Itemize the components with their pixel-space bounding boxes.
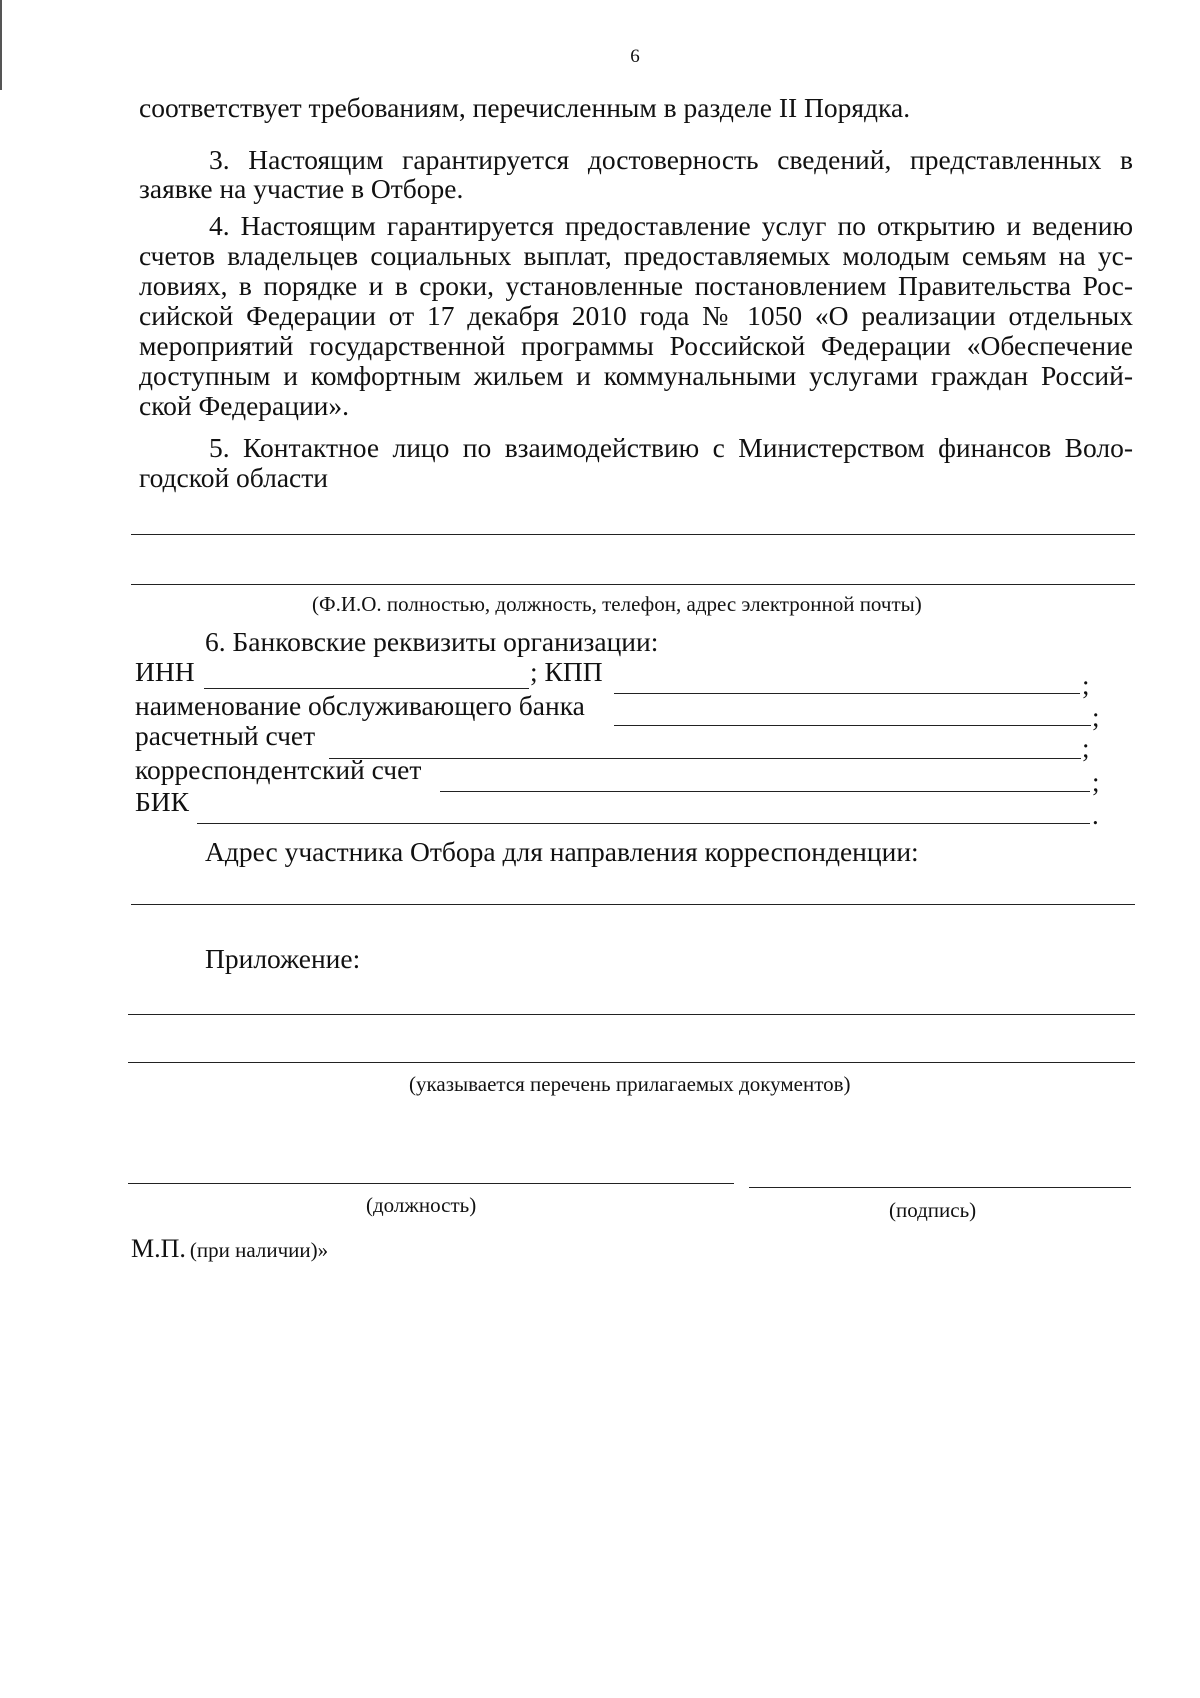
- paragraph-5-line-1: 5. Контактное лицо по взаимодействию с Министерством финансов Воло-: [209, 432, 1133, 463]
- contact-blank-line-1: [131, 534, 1135, 535]
- bank-name-label: наименование обслуживающего банка: [135, 690, 585, 721]
- bik-blank: [197, 823, 1090, 824]
- inn-blank: [204, 688, 529, 689]
- corr-account-blank: [440, 791, 1090, 792]
- page-number: 6: [630, 46, 640, 67]
- address-blank-line: [131, 904, 1135, 905]
- position-blank-line: [128, 1183, 734, 1184]
- attachment-caption: (указывается перечень прилагаемых документов): [409, 1072, 851, 1096]
- paragraph-4-line-2: счетов владельцев социальных выплат, предоставляемых молодым семьям на ус-: [139, 240, 1133, 271]
- corr-account-semicolon: ;: [1092, 767, 1100, 797]
- account-semicolon: ;: [1082, 733, 1090, 763]
- paragraph-4-line-6: доступным и комфортным жильем и коммунальными услугами граждан Россий-: [139, 360, 1133, 391]
- bik-label: БИК: [135, 786, 189, 817]
- signature-caption: (подпись): [889, 1198, 977, 1222]
- kpp-label: ; КПП: [530, 656, 603, 687]
- paragraph-4-line-3: ловиях, в порядке и в сроки, установленные постановлением Правительства Рос-: [139, 270, 1133, 301]
- attachment-blank-line-2: [128, 1062, 1135, 1063]
- paragraph-3-line-2: заявке на участие в Отборе.: [139, 173, 464, 204]
- bank-name-blank: [614, 725, 1091, 726]
- signature-blank-line: [749, 1187, 1131, 1188]
- paragraph-4-line-5: мероприятий государственной программы Российской Федерации «Обеспечение: [139, 330, 1133, 361]
- attachment-label: Приложение:: [205, 943, 361, 974]
- contact-blank-line-2: [131, 584, 1135, 585]
- contact-caption: (Ф.И.О. полностью, должность, телефон, адрес электронной почты): [312, 592, 922, 616]
- bank-details-heading: 6. Банковские реквизиты организации:: [205, 626, 659, 657]
- account-blank: [329, 758, 1081, 759]
- stamp-note: [131, 1234, 328, 1264]
- corr-account-label: корреспондентский счет: [135, 754, 422, 785]
- kpp-blank: [614, 693, 1080, 694]
- paragraph-3-line-1: 3. Настоящим гарантируется достоверность сведений, представленных в: [209, 144, 1133, 175]
- bik-period: .: [1092, 800, 1099, 830]
- kpp-semicolon: ;: [1082, 670, 1090, 700]
- scan-edge-mark: [0, 0, 2, 90]
- paragraph-2-continuation: соответствует требованиям, перечисленным в разделе II Порядка.: [139, 92, 911, 123]
- stamp-prefix: М.П.: [131, 1234, 186, 1263]
- paragraph-4-line-7: ской Федерации».: [139, 390, 350, 421]
- stamp-suffix: (при наличии)»: [189, 1238, 329, 1262]
- paragraph-5-line-2: годской области: [139, 462, 328, 493]
- position-caption: (должность): [366, 1193, 477, 1217]
- account-label: расчетный счет: [135, 720, 316, 751]
- attachment-blank-line-1: [128, 1014, 1135, 1015]
- inn-label: ИНН: [135, 656, 195, 687]
- paragraph-4-line-4: сийской Федерации от 17 декабря 2010 года № 1050 «О реализации отдельных: [139, 300, 1133, 331]
- address-label: Адрес участника Отбора для направления корреспонденции:: [205, 836, 919, 867]
- paragraph-4-line-1: 4. Настоящим гарантируется предоставление услуг по открытию и ведению: [209, 210, 1133, 241]
- bank-name-semicolon: ;: [1092, 702, 1100, 732]
